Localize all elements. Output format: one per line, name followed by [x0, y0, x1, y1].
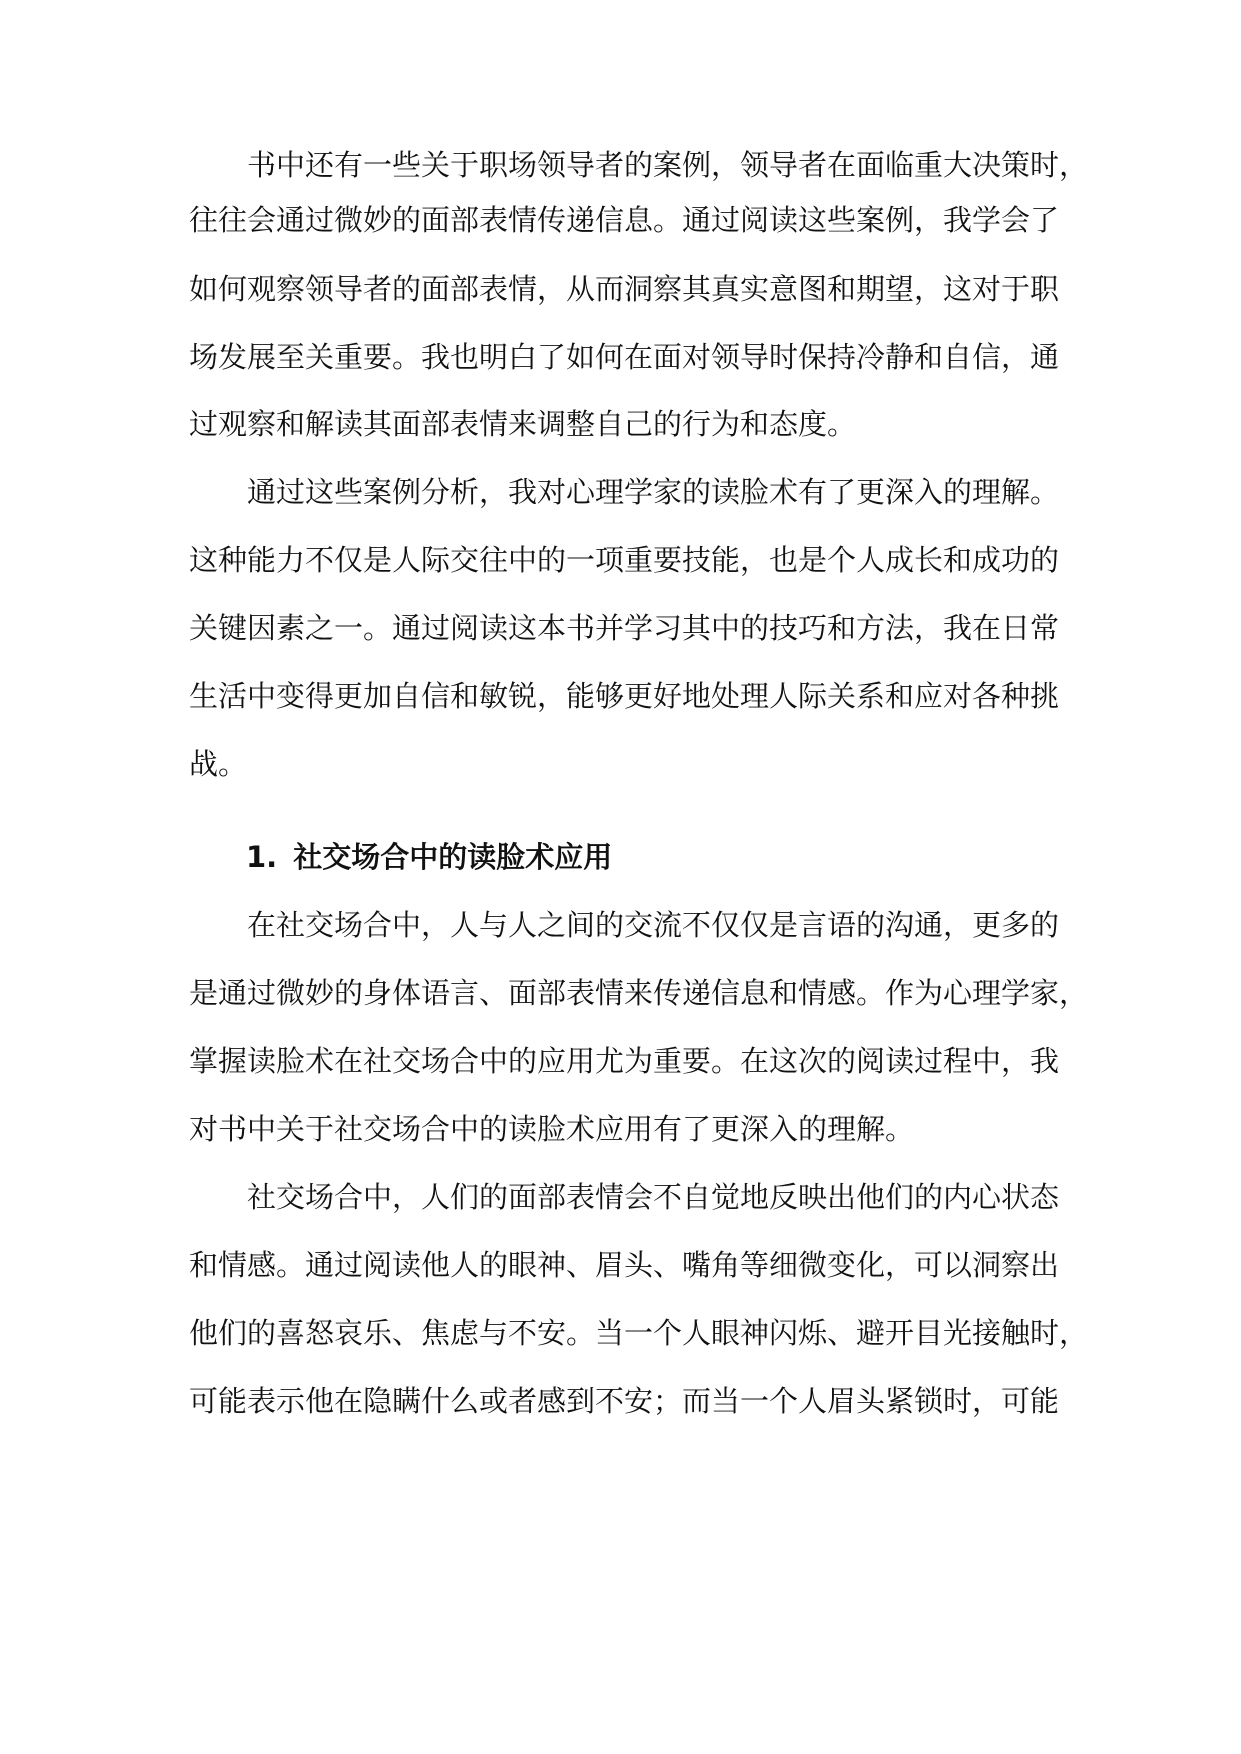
paragraph-1-line-2: 往往会通过微妙的面部表情传递信息。通过阅读这些案例，我学会了 [189, 203, 1060, 237]
section-paragraph-2-line-4: 可能表示他在隐瞒什么或者感到不安；而当一个人眉头紧锁时，可能 [189, 1384, 1060, 1418]
paragraph-2-line-1: 通过这些案例分析，我对心理学家的读脸术有了更深入的理解。 [247, 475, 1060, 509]
section-paragraph-1-line-4: 对书中关于社交场合中的读脸术应用有了更深入的理解。 [189, 1112, 915, 1146]
paragraph-1-line-4: 场发展至关重要。我也明白了如何在面对领导时保持冷静和自信，通 [189, 340, 1060, 374]
section-paragraph-1-line-2: 是通过微妙的身体语言、面部表情来传递信息和情感。作为心理学家， [189, 976, 1089, 1010]
paragraph-1-line-1: 书中还有一些关于职场领导者的案例，领导者在面临重大决策时， [247, 148, 1089, 182]
section-paragraph-2-line-2: 和情感。通过阅读他人的眼神、眉头、嘴角等细微变化，可以洞察出 [189, 1248, 1060, 1282]
section-paragraph-1-line-1: 在社交场合中，人与人之间的交流不仅仅是言语的沟通，更多的 [247, 908, 1060, 942]
paragraph-2-line-5: 战。 [189, 747, 248, 781]
section-title: 社交场合中的读脸术应用 [293, 840, 613, 874]
section-paragraph-2-line-3: 他们的喜怒哀乐、焦虑与不安。当一个人眼神闪烁、避开目光接触时， [189, 1316, 1089, 1350]
paragraph-1-line-5: 过观察和解读其面部表情来调整自己的行为和态度。 [189, 407, 857, 441]
section-number: 1. [246, 840, 278, 874]
paragraph-2-line-3: 关键因素之一。通过阅读这本书并学习其中的技巧和方法，我在日常 [189, 611, 1060, 645]
paragraph-2-line-4: 生活中变得更加自信和敏锐，能够更好地处理人际关系和应对各种挑 [189, 679, 1060, 713]
paragraph-2-line-2: 这种能力不仅是人际交往中的一项重要技能，也是个人成长和成功的 [189, 543, 1060, 577]
section-paragraph-1-line-3: 掌握读脸术在社交场合中的应用尤为重要。在这次的阅读过程中，我 [189, 1044, 1060, 1078]
paragraph-1-line-3: 如何观察领导者的面部表情，从而洞察其真实意图和期望，这对于职 [189, 272, 1060, 306]
section-heading [246, 837, 612, 877]
section-paragraph-2-line-1: 社交场合中，人们的面部表情会不自觉地反映出他们的内心状态 [247, 1180, 1060, 1214]
